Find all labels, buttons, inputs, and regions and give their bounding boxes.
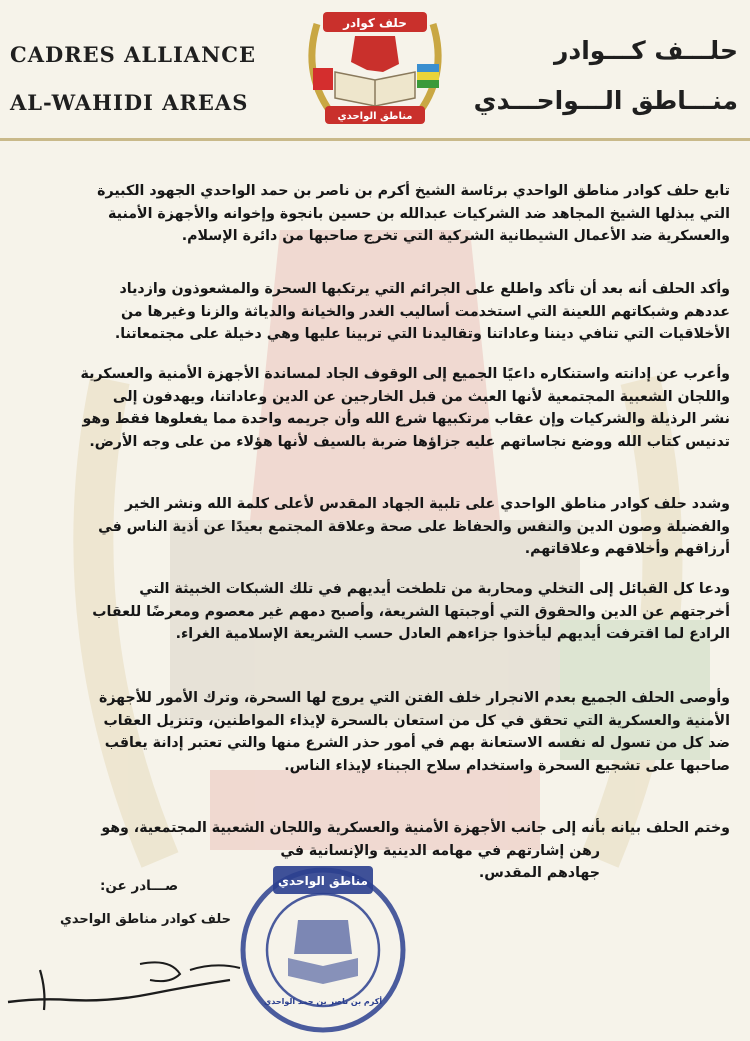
paragraph-line: جهادهم المقدس. bbox=[478, 865, 600, 881]
paragraph-line: التي يبذلها الشيخ المجاهد ضد الشركيات عبدالله بن حسين بانجوة وإخوانه والأجهزة الأمنية bbox=[108, 205, 730, 222]
paragraph-3 bbox=[40, 363, 730, 453]
issued-by-label: صـــادر عن: bbox=[100, 878, 179, 894]
alliance-logo bbox=[295, 6, 455, 134]
paragraph-line: الرادع لما اقترفت أيديهم ليأخذوا جزاءهم العادل حسب الشريعة الإسلامية الغراء. bbox=[175, 626, 730, 642]
stamp-inner-text: أكرم بن ناصر بن حمد الواحدي bbox=[263, 997, 383, 1006]
letterhead bbox=[0, 0, 750, 140]
paragraph-line: وأكد الحلف أنه بعد أن تأكد واطلع على الجرائم التي يرتكبها السحرة والمشعوذون وازدياد bbox=[119, 281, 730, 297]
paragraph-5 bbox=[40, 578, 730, 646]
org-area-arabic: منـــاطق الـــواحـــدي bbox=[473, 86, 738, 115]
paragraph-line: وشدد حلف كوادر مناطق الواحدي على تلبية الجهاد المقدس لأعلى كلمة الله ونشر الخير bbox=[124, 496, 730, 512]
header-divider bbox=[0, 138, 750, 141]
org-name-english: CADRES ALLIANCE bbox=[10, 42, 257, 67]
paragraph-line: ضد كل من تسول له نفسه الاستعانة بهم في أمور حذر الشرع منها والتي تعتبر إدانة يعاقب bbox=[104, 735, 730, 751]
paragraph-line: تدنيس كتاب الله ووضع نجاساتهم عليه جزاؤها ضربة بالسيف لأنها هؤلاء من على وجه الأرض. bbox=[89, 433, 730, 450]
handwritten-signature bbox=[0, 940, 260, 1030]
paragraph-line: واللجان الشعبية المجتمعية لأنها العبث من قبل الخارجين عن الدين وعاداتنا، ويهدفون إلى bbox=[112, 388, 730, 405]
paragraph-line: الأمنية والعسكرية التي تحقق في كل من استعان بالسحرة لإيذاء المواطنين، وتنزيل العقاب bbox=[103, 712, 730, 729]
paragraph-line: تابع حلف كوادر مناطق الواحدي برئاسة الشيخ أكرم بن ناصر بن حمد الواحدي الجهود الكبيرة bbox=[97, 183, 730, 199]
org-name-arabic: حلـــف كـــوادر bbox=[554, 36, 738, 65]
paragraph-line: ودعا كل القبائل إلى التخلي ومحاربة من تلطخت أيديهم في تلك الشبكات الخبيثة التي bbox=[139, 581, 730, 597]
paragraph-line: وختم الحلف بيانه بأنه إلى جانب الأجهزة الأمنية والعسكرية واللجان الشعبية المجتمعية، وهو bbox=[101, 820, 730, 836]
paragraph-6 bbox=[40, 687, 730, 777]
paragraph-line: وأوصى الحلف الجميع بعدم الانجرار خلف الفتن التي يروج لها السحرة، وترك الأمور للأجهزة bbox=[98, 690, 730, 706]
stamp-top-text: مناطق الواحدي bbox=[278, 874, 368, 888]
paragraph-line: أخرجتهم عن الدين والحقوق التي أوجبتها الشريعة، وأصبح دمهم غير معصوم ومعرضًا للعقاب bbox=[92, 603, 730, 620]
paragraph-line: والفضيلة وصون الدين والنفس والحفاظ على صحة وعلاقة المجتمع بعيدًا عن أذية الناس في bbox=[98, 518, 730, 535]
official-stamp bbox=[228, 858, 418, 1036]
paragraph-line: وأعرب عن إدانته واستنكاره داعيًا الجميع إلى الوقوف الجاد لمساندة الأجهزة الأمنية والعسكرية bbox=[80, 366, 730, 382]
paragraph-4 bbox=[40, 493, 730, 561]
paragraph-line: أرزاقهم وأخلاقهم وعلاقاتهم. bbox=[524, 541, 730, 557]
issuer-name: حلف كوادر مناطق الواحدي bbox=[60, 912, 231, 927]
paragraph-line: نشر الرذيلة والشركيات وإن عقاب مرتكبيها شرع الله وأن جريمه واحدة مما يفعلوها فقط وهو bbox=[82, 411, 730, 427]
paragraph-line: عددهم وشبكاتهم اللعينة التي استخدمت أساليب الغدر والخيانة والدياثة والزنا وغيرها من bbox=[120, 303, 730, 320]
paragraph-line: رهن إشارتهم في مهامه الدينية والإنسانية في bbox=[280, 842, 600, 859]
paragraph-line: صاحبها على تشجيع السحرة واستخدام سلاح الجبناء لإيذاء الناس. bbox=[284, 757, 730, 774]
logo-top-text: حلف كوادر bbox=[343, 16, 407, 30]
paragraph-line: الأخلاقيات التي تنافي ديننا وعاداتنا وتقاليدنا التي تربينا عليها وهي دخيلة على مجتمعاتنا. bbox=[114, 326, 730, 342]
paragraph-2 bbox=[40, 278, 730, 346]
paragraph-line: والعسكرية ضد الأعمال الشيطانية الشركية التي تخرج صاحبها من دائرة الإسلام. bbox=[181, 228, 730, 244]
paragraph-1 bbox=[40, 180, 730, 248]
logo-banner-text: مناطق الواحدي bbox=[337, 111, 413, 122]
org-area-english: AL-WAHIDI AREAS bbox=[10, 90, 249, 115]
